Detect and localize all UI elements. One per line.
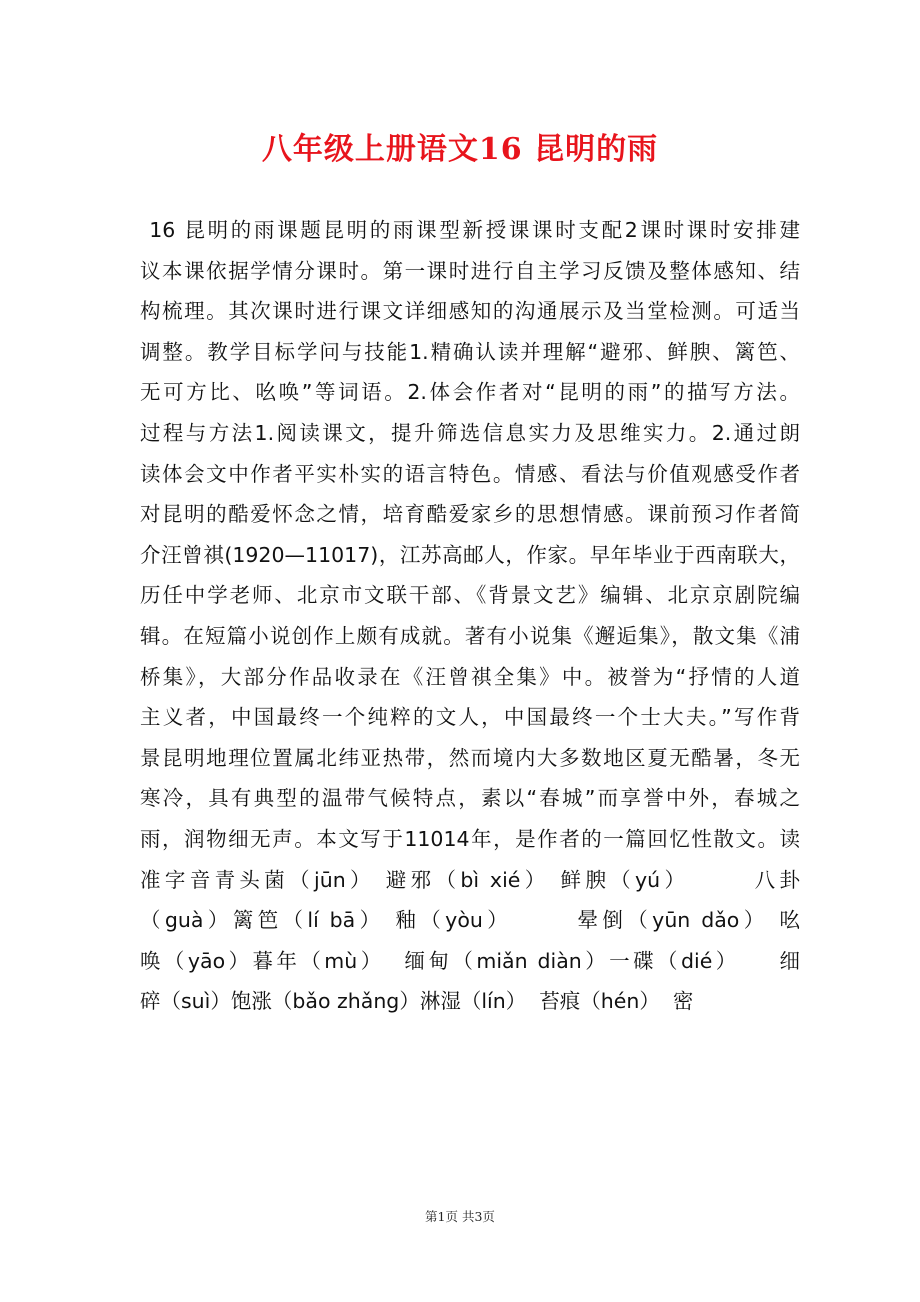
body-line: 历任中学老师、北京市文联干部、《背景文艺》编辑、北京京剧院编 [140, 583, 800, 608]
body-line: 辑。在短篇小说创作上颇有成就。著有小说集《邂逅集》，散文集《浦 [140, 623, 800, 648]
body-line: 调整。教学目标学问与技能1.精确认读并理解“避邪、鲜腴、篱笆、 [140, 339, 800, 364]
body-line: 寒冷，具有典型的温带气候特点，素以“春城”而享誉中外，春城之 [140, 786, 800, 811]
body-line: 准字音青头菌（jūn） 避邪（bì xié） 鲜腴（yú） 八卦 [140, 867, 800, 892]
body-line: （guà）篱笆（lí bā） 釉（yòu） 晕倒（yūn dǎo） 吆 [140, 908, 800, 933]
body-line: 雨，润物细无声。本文写于11014年，是作者的一篇回忆性散文。读 [140, 826, 800, 851]
page-number-footer: 第1页 共3页 [425, 1209, 495, 1224]
body-line: 无可方比、吆唤”等词语。2.体会作者对“昆明的雨”的描写方法。 [140, 380, 800, 405]
body-line: 议本课依据学情分课时。第一课时进行自主学习反馈及整体感知、结 [140, 258, 800, 283]
body-line: 碎（suì）饱涨（bǎo zhǎng）淋湿（lín） 苔痕（hén） 密 [140, 989, 694, 1014]
body-line: 读体会文中作者平实朴实的语言特色。情感、看法与价值观感受作者 [140, 461, 800, 486]
document-title: 八年级上册语文16 昆明的雨 [261, 132, 659, 167]
body-line: 对昆明的酷爱怀念之情，培育酷爱家乡的思想情感。课前预习作者简 [140, 502, 800, 527]
body-line: 介汪曾祺(1920—11017)，江苏高邮人，作家。早年毕业于西南联大， [140, 542, 800, 567]
body-line: 过程与方法1.阅读课文，提升筛选信息实力及思维实力。2.通过朗 [140, 420, 800, 445]
body-line: 桥集》，大部分作品收录在《汪曾祺全集》中。被誉为“抒情的人道 [140, 664, 800, 689]
body-line: 16 昆明的雨课题昆明的雨课型新授课课时支配2课时课时安排建 [140, 218, 800, 242]
body-line: 唤（yāo）暮年（mù） 缅甸（miǎn diàn）一碟（dié） 细 [140, 948, 800, 973]
body-line: 主义者，中国最终一个纯粹的文人，中国最终一个士大夫。”写作背 [140, 705, 800, 730]
body-text [140, 210, 800, 1022]
body-line: 景昆明地理位置属北纬亚热带，然而境内大多数地区夏无酷暑，冬无 [140, 745, 800, 770]
body-line: 构梳理。其次课时进行课文详细感知的沟通展示及当堂检测。可适当 [140, 299, 800, 324]
